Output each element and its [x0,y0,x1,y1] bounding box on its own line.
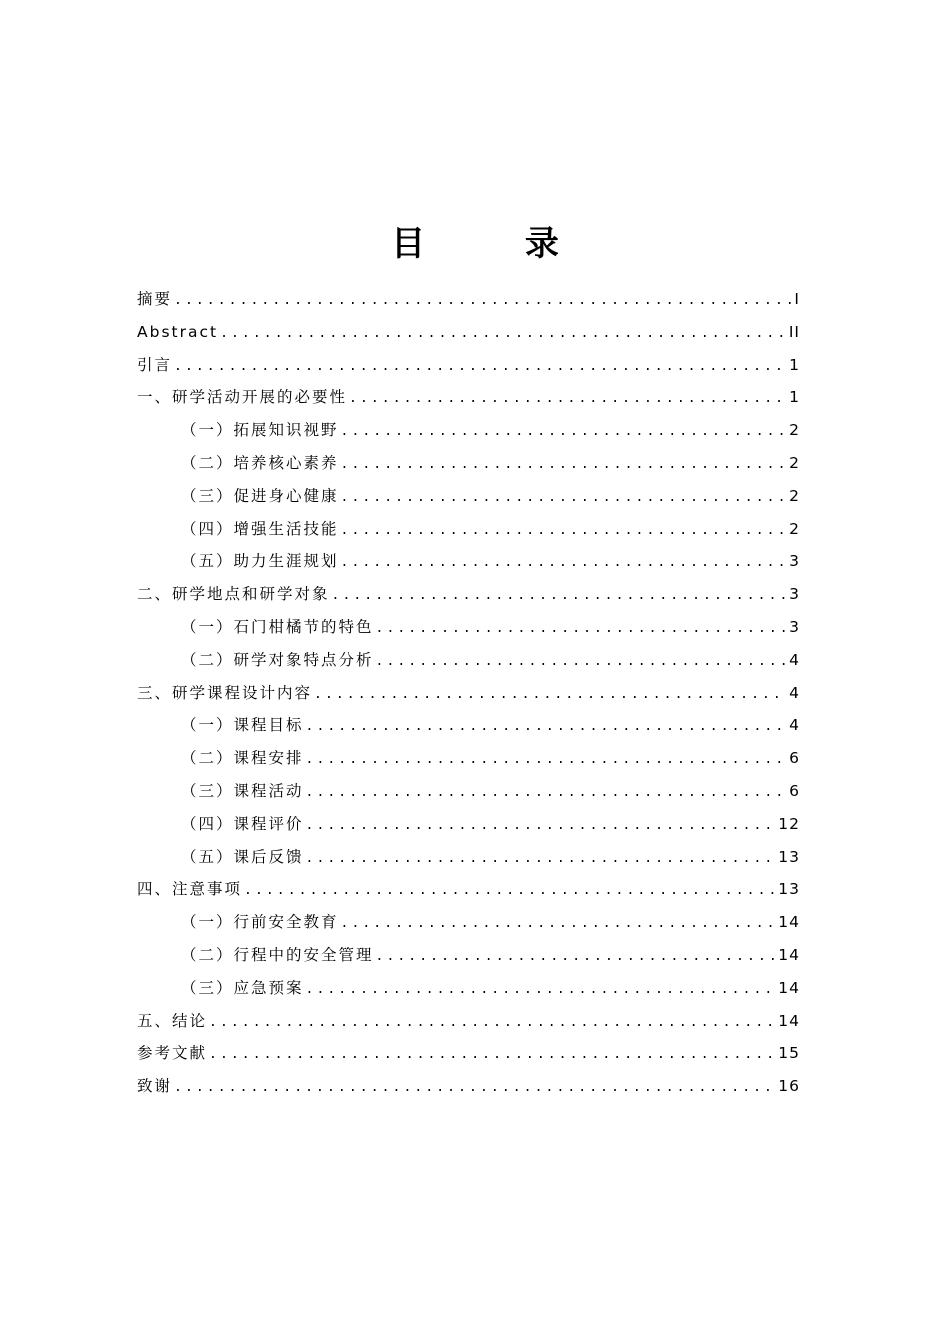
toc-entry[interactable] [137,1070,800,1103]
toc-entry[interactable] [137,808,800,841]
toc-entry-page: 3 [789,617,800,636]
dot-leader [341,482,788,513]
toc-entry-label: 摘要 [137,290,173,308]
dot-leader [376,941,777,972]
toc-entry-page: 1 [789,388,800,407]
toc-entry[interactable] [137,972,800,1005]
dot-leader [341,515,788,546]
toc-entry[interactable] [137,677,800,710]
toc-entry-label: 五、结论 [137,1011,208,1030]
dot-leader [314,679,787,710]
toc-entry-label: 四、注意事项 [137,880,243,899]
dot-leader [174,1072,776,1103]
dot-leader [220,318,787,349]
toc-entry-label: （五）课后反馈 [181,847,304,866]
toc-entry-label: 引言 [137,355,173,374]
toc-entry[interactable] [137,709,800,742]
toc-entry[interactable] [137,906,800,939]
toc-entry-label: （二）课程安排 [181,749,304,768]
toc-entry-label: （二）研学对象特点分析 [181,650,374,669]
toc-entry-label: （五）助力生涯规划 [181,552,339,571]
toc-entry-label: 参考文献 [137,1044,208,1063]
toc-entry[interactable] [137,381,800,414]
toc-entry-page: 1 [789,355,800,374]
dot-leader [209,1007,776,1038]
toc-entry-page: 4 [789,650,800,669]
dot-leader [341,416,788,447]
toc-entry-label: 一、研学活动开展的必要性 [137,388,348,407]
dot-leader [376,613,788,644]
toc-entry-page: 2 [789,421,800,440]
dot-leader [306,777,788,808]
dot-leader [174,285,792,316]
toc-entry[interactable] [137,611,800,644]
toc-entry[interactable] [137,742,800,775]
toc-entry[interactable] [137,1005,800,1038]
toc-entry-page: 4 [789,716,800,735]
toc-entry-label: （二）培养核心素养 [181,453,339,472]
dot-leader [349,383,787,414]
dot-leader [244,875,776,906]
toc-entry-label: （三）促进身心健康 [181,486,339,505]
toc-entry-page: 14 [778,913,800,932]
toc-entry[interactable] [137,349,800,382]
page-title: 目 录 [391,224,603,264]
toc-entry[interactable] [137,316,800,349]
dot-leader [174,351,787,382]
toc-entry[interactable] [137,513,800,546]
toc-entry-page: II [788,322,800,341]
toc-entry[interactable] [137,939,800,972]
toc-entry-page: 3 [789,585,800,604]
toc-entry[interactable] [137,414,800,447]
dot-leader [341,449,788,480]
toc-entry-page: 6 [789,781,800,800]
toc-entry-label: （四）增强生活技能 [181,519,339,538]
dot-leader [376,646,788,677]
toc-entry-page: 15 [778,1044,800,1063]
dot-leader [306,843,777,874]
toc-entry-label: 致谢 [137,1077,173,1096]
dot-leader [306,974,777,1005]
toc-entry[interactable] [137,283,800,316]
toc-entry-page: 6 [789,749,800,768]
toc-entry-page: 12 [778,814,800,833]
toc-entry[interactable] [137,841,800,874]
toc-entry-label: （四）课程评价 [181,814,304,833]
toc-entry-page: 13 [778,847,800,866]
toc-entry-label: （三）应急预案 [181,978,304,997]
dot-leader [306,744,788,775]
toc-entry[interactable] [137,578,800,611]
dot-leader [341,547,788,578]
toc-entry-label: 三、研学课程设计内容 [137,683,313,702]
toc-entry-page: 2 [789,453,800,472]
toc-entry-page: 14 [778,945,800,964]
toc-entry-page: 2 [789,519,800,538]
toc-entry-label: Abstract [137,322,219,341]
toc-entry-page: 3 [789,552,800,571]
table-of-contents [137,283,800,1103]
dot-leader [341,908,777,939]
toc-entry-page: 4 [789,683,800,702]
toc-entry-label: （二）行程中的安全管理 [181,945,374,964]
toc-entry[interactable] [137,644,800,677]
toc-entry-page: 14 [778,1011,800,1030]
toc-entry[interactable] [137,480,800,513]
toc-entry-label: （一）课程目标 [181,716,304,735]
toc-entry-page: 16 [778,1077,800,1096]
toc-entry[interactable] [137,775,800,808]
toc-entry-page: 14 [778,978,800,997]
toc-entry-label: （一）行前安全教育 [181,913,339,932]
toc-entry-label: （一）石门柑橘节的特色 [181,617,374,636]
toc-entry-label: 二、研学地点和研学对象 [137,585,330,604]
dot-leader [332,580,788,611]
dot-leader [209,1039,776,1070]
dot-leader [306,711,788,742]
toc-entry-page: 2 [789,486,800,505]
toc-entry[interactable] [137,1037,800,1070]
toc-entry-page: 13 [778,880,800,899]
toc-entry-page: I [794,290,800,308]
dot-leader [306,810,777,841]
toc-entry[interactable] [137,545,800,578]
toc-entry-label: （一）拓展知识视野 [181,421,339,440]
toc-entry[interactable] [137,447,800,480]
toc-entry[interactable] [137,873,800,906]
toc-entry-label: （三）课程活动 [181,781,304,800]
